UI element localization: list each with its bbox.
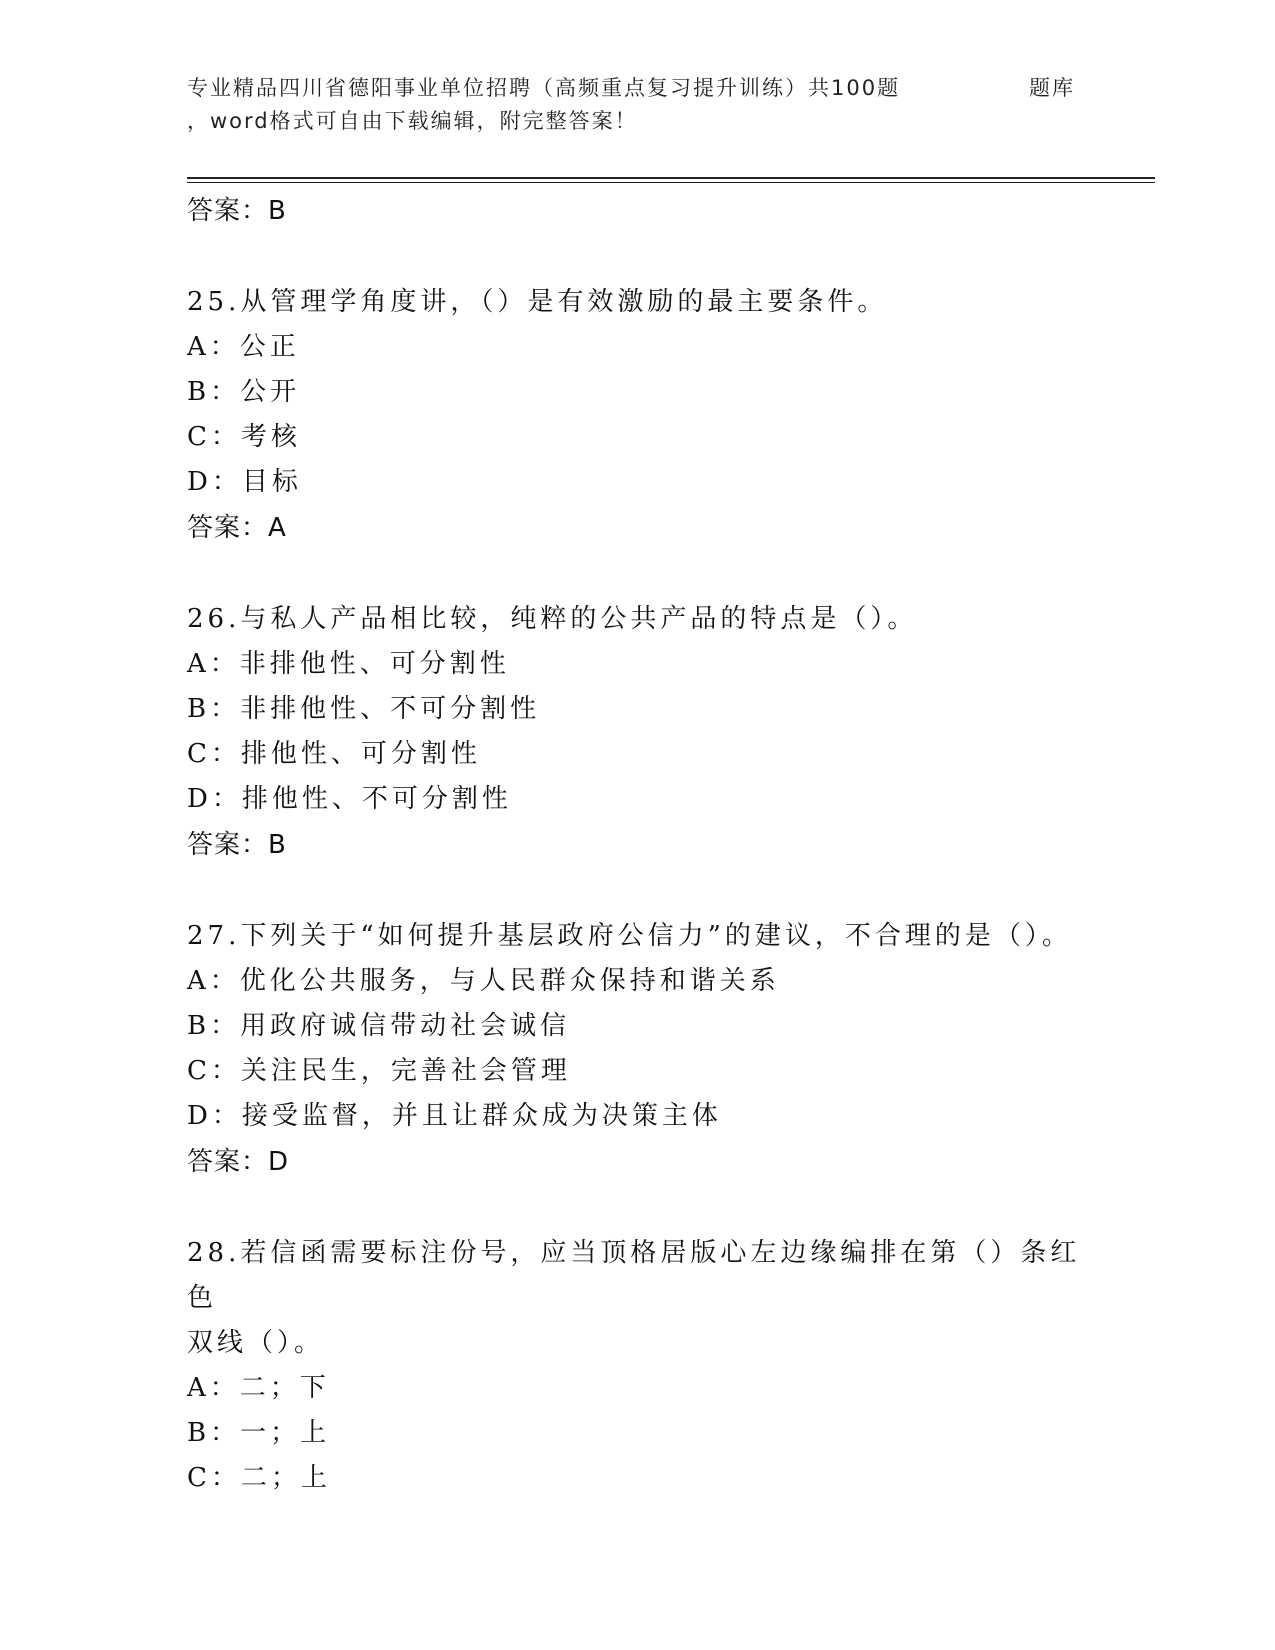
option-a: A：二；下 [187,1373,330,1403]
question-25 [187,280,1087,551]
question-26 [187,597,1087,868]
header-tag: 题库 [1029,76,1075,100]
option-a: A：非排他性、可分割性 [187,649,510,679]
question-28 [187,1231,1087,1501]
answer: 答案：D [187,1147,290,1177]
option-c: C：二；上 [187,1463,331,1493]
header-subtitle: ，word格式可自由下载编辑，附完整答案！ [187,109,638,133]
answer: 答案：A [187,513,287,543]
option-d: D：排他性、不可分割性 [187,784,512,814]
answer-previous: 答案：B [187,196,287,226]
answer: 答案：B [187,830,287,860]
question-text: 26.与私人产品相比较，纯粹的公共产品的特点是（）。 [187,604,918,634]
question-text: 27.下列关于“如何提升基层政府公信力”的建议，不合理的是（）。 [187,921,1072,951]
header-rule-thick [187,177,1155,179]
option-c: C：考核 [187,422,301,452]
option-b: B：非排他性、不可分割性 [187,694,541,724]
option-b: B：一；上 [187,1418,331,1448]
option-c: C：排他性、可分割性 [187,739,481,769]
option-b: B：用政府诚信带动社会诚信 [187,1011,571,1041]
question-text: 25.从管理学角度讲，（）是有效激励的最主要条件。 [187,287,888,317]
question-text-line1: 28.若信函需要标注份号，应当顶格居版心左边缘编排在第（）条红色 [187,1238,1081,1313]
option-d: D：接受监督，并且让群众成为决策主体 [187,1101,722,1131]
page-header [187,72,1147,138]
header-title: 专业精品四川省德阳事业单位招聘（高频重点复习提升训练）共100题 [187,76,901,100]
header-title-line [187,72,1147,105]
question-list [187,188,1087,1501]
header-rule-thin [187,182,1155,183]
option-d: D：目标 [187,467,302,497]
option-c: C：关注民生，完善社会管理 [187,1056,571,1086]
option-a: A：公正 [187,332,300,362]
question-27 [187,914,1087,1185]
question-text-line2: 双线（）。 [187,1328,325,1358]
option-b: B：公开 [187,377,301,407]
option-a: A：优化公共服务，与人民群众保持和谐关系 [187,966,780,996]
